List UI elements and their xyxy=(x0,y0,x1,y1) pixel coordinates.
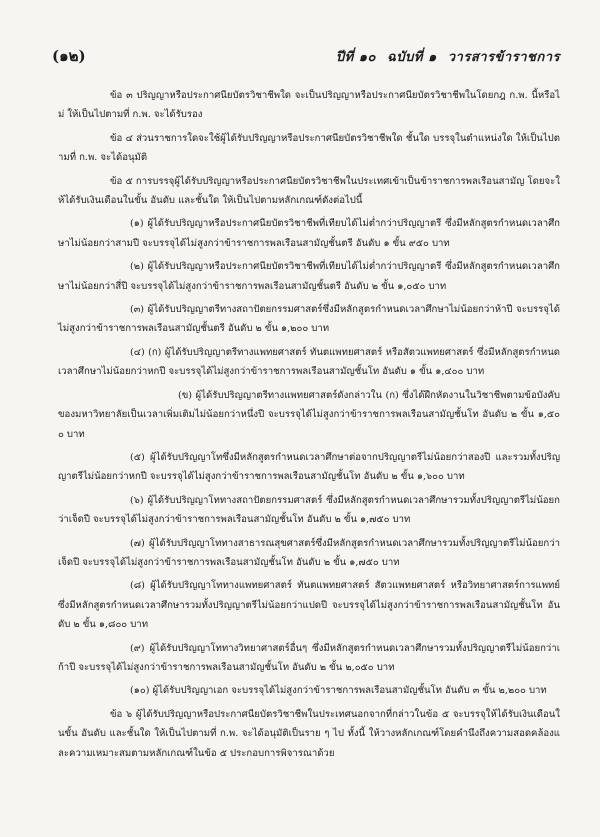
clause-5-item-2: (๒) ผู้ได้รับปริญญาหรือประกาศนียบัตรวิชาชีพที่เทียบได้ไม่ต่ำกว่าปริญญาตรี ซึ่งมีหลักสูตรกำหนดเวลาศึกษาไม่น้อยกว่าสี่ปี จะบรรจุได้ไม่สูงกว่าข้าราชการพลเรือนสามัญชั้นตรี อันดับ ๒ ขั้น ๑,๐๕๐ บาท xyxy=(58,261,560,292)
clause-5: ข้อ ๕ การบรรจุผู้ได้รับปริญญาหรือประกาศนียบัตรวิชาชีพในประเทศเข้าเป็นข้าราชการพลเรือนสามัญ โดยจะให้ได้รับเงินเดือนในขั้น อันดับ และชั้นใด ให้เป็นไปตามหลักเกณฑ์ดังต่อไปนี้ xyxy=(58,175,560,207)
clause-5-item-1: (๑) ผู้ได้รับปริญญาหรือประกาศนียบัตรวิชาชีพที่เทียบได้ไม่ต่ำกว่าปริญญาตรี ซึ่งมีหลักสูตรกำหนดเวลาศึกษาไม่น้อยกว่าสามปี จะบรรจุได้ไม่สูงกว่าข้าราชการพลเรือนสามัญชั้นตรี อันดับ ๑ ขั้น ๙๕๐ บาท xyxy=(58,218,560,249)
clause-5-item-8: (๘) ผู้ได้รับปริญญาโททางแพทยศาสตร์ ทันตแพทยศาสตร์ สัตวแพทยศาสตร์ หรือวิทยาศาสตร์การแพทย์ ซึ่งมีหลักสูตรกำหนดเวลาศึกษารวมทั้งปริญญาตรีไม่น้อยกว่าแปดปี จะบรรจุได้ไม่สูงกว่าข้าราชการพลเรือนสามัญชั้นโท อันดับ ๒ ขั้น ๑,๘๐๐ บาท xyxy=(58,580,560,631)
page-header xyxy=(52,44,560,68)
clause-5-item-5: (๕) ผู้ได้รับปริญญาโทซึ่งมีหลักสูตรกำหนดเวลาศึกษาต่อจากปริญญาตรีไม่น้อยกว่าสองปี และรวมทั้งปริญญาตรีไม่น้อยกว่าหกปี จะบรรจุได้ไม่สูงกว่าข้าราชการพลเรือนสามัญชั้นโท อันดับ ๒ ขั้น ๑,๖๐๐ บาท xyxy=(58,451,560,483)
clause-4: ข้อ ๔ ส่วนราชการใดจะใช้ผู้ได้รับปริญญาหรือประกาศนียบัตรวิชาชีพใด ชั้นใด บรรจุในตำแหน่งใด ให้เป็นไปตามที่ ก.พ. จะได้อนุมัติ xyxy=(58,132,560,164)
journal-header xyxy=(330,46,560,67)
issue-label: ฉบับที่ ๑ xyxy=(387,50,437,65)
document-body xyxy=(58,86,560,763)
clause-5-item-9: (๙) ผู้ได้รับปริญญาโททางวิทยาศาสตร์อื่นๆ ซึ่งมีหลักสูตรกำหนดเวลาศึกษารวมทั้งปริญญาตรีไม่น้อยกว่าเก้าปี จะบรรจุได้ไม่สูงกว่าข้าราชการพลเรือนสามัญชั้นโท อันดับ ๒ ขั้น ๒,๐๕๐ บาท xyxy=(58,642,560,673)
volume-label: ปีที่ ๑๐ xyxy=(335,50,376,65)
clause-5-item-10: (๑๐) ผู้ได้รับปริญญาเอก จะบรรจุได้ไม่สูงกว่าข้าราชการพลเรือนสามัญชั้นโท อันดับ ๓ ขั้น ๒,๒๐๐ บาท xyxy=(130,685,547,697)
clause-5-item-3: (๓) ผู้ได้รับปริญญาตรีทางสถาปัตยกรรมศาสตร์ซึ่งมีหลักสูตรกำหนดเวลาศึกษาไม่น้อยกว่าห้าปี จะบรรจุได้ไม่สูงกว่าข้าราชการพลเรือนสามัญชั้นตรี อันดับ ๒ ขั้น ๑,๒๐๐ บาท xyxy=(58,304,560,335)
clause-3: ข้อ ๓ ปริญญาหรือประกาศนียบัตรวิชาชีพใด จะเป็นปริญญาหรือประกาศนียบัตรวิชาชีพในโดยกฎ ก.พ. นี้หรือไม่ ให้เป็นไปตามที่ ก.พ. จะได้รับรอง xyxy=(58,90,560,121)
journal-title: วารสารข้าราชการ xyxy=(447,50,560,65)
clause-5-item-6: (๖) ผู้ได้รับปริญญาโททางสถาปัตยกรรมศาสตร์ ซึ่งมีหลักสูตรกำหนดเวลาศึกษารวมทั้งปริญญาตรีไม่น้อยกว่าเจ็ดปี จะบรรจุได้ไม่สูงกว่าข้าราชการพลเรือนสามัญชั้นโท อันดับ ๒ ขั้น ๑,๗๕๐ บาท xyxy=(58,494,560,526)
page-number: (๑๒) xyxy=(52,47,86,65)
clause-5-item-4a: (๔) (ก) ผู้ได้รับปริญญาตรีทางแพทยศาสตร์ ทันตแพทยศาสตร์ หรือสัตวแพทยศาสตร์ ซึ่งมีหลักสูตรกำหนดเวลาศึกษาไม่น้อยกว่าหกปี จะบรรจุได้ไม่สูงกว่าข้าราชการพลเรือนสามัญชั้นโท อันดับ ๑ ขั้น ๑,๔๐๐ บาท xyxy=(58,346,560,378)
clause-6: ข้อ ๖ ผู้ได้รับปริญญาหรือประกาศนียบัตรวิชาชีพในประเทศนอกจากที่กล่าวในข้อ ๕ จะบรรจุให้ได้รับเงินเดือนในขั้น อันดับ และชั้นใด ให้เป็นไปตามที่ ก.พ. จะได้อนุมัติเป็นราย ๆ ไป ทั้งนี้ ให้วางหลักเกณฑ์โดยคำนึงถึงความสอดคล้องและความเหมาะสมตามหลักเกณฑ์ในข้อ ๕ ประกอบการพิจารณาด้วย xyxy=(58,708,560,759)
clause-5-item-7: (๗) ผู้ได้รับปริญญาโททางสาธารณสุขศาสตร์ซึ่งมีหลักสูตรกำหนดเวลาศึกษารวมทั้งปริญญาตรีไม่น้อยกว่าเจ็ดปี จะบรรจุได้ไม่สูงกว่าข้าราชการพลเรือนสามัญชั้นโท อันดับ ๒ ขั้น ๑,๗๕๐ บาท xyxy=(58,537,560,568)
clause-5-item-4b: (ข) ผู้ได้รับปริญญาตรีทางแพทยศาสตร์ดังกล่าวใน (ก) ซึ่งได้ฝึกหัดงานในวิชาชีพตามข้อบังคับของมหาวิทยาลัยเป็นเวลาเพิ่มเติมไม่น้อยกว่าหนึ่งปี จะบรรจุได้ไม่สูงกว่าข้าราชการพลเรือนสามัญชั้นโท อันดับ ๒ ขั้น ๑,๕๐๐ บาท xyxy=(58,389,560,440)
